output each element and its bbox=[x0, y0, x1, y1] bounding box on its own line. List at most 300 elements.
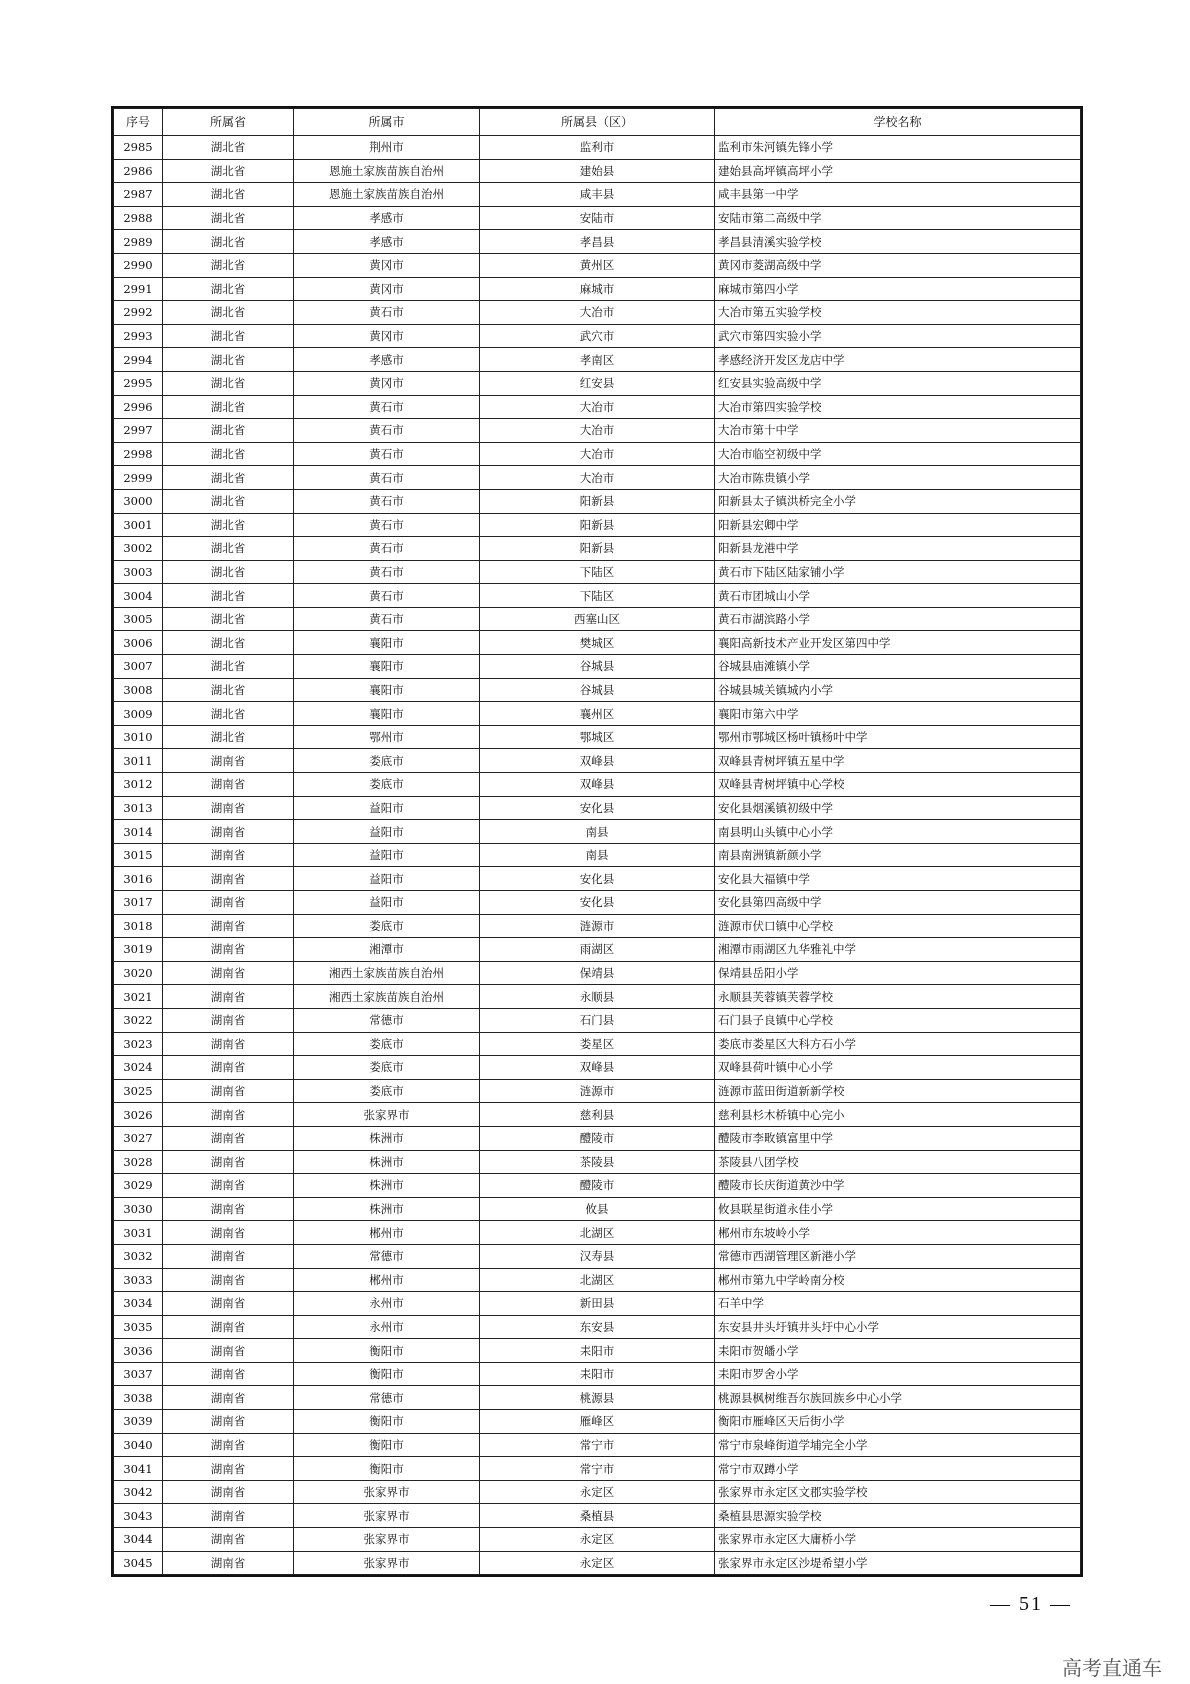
cell-province: 湖北省 bbox=[163, 159, 294, 183]
cell-school-name: 耒阳市贺皤小学 bbox=[715, 1339, 1081, 1363]
cell-province: 湖南省 bbox=[163, 820, 294, 844]
cell-county: 桃源县 bbox=[480, 1386, 715, 1410]
cell-province: 湖南省 bbox=[163, 1315, 294, 1339]
cell-province: 湖北省 bbox=[163, 607, 294, 631]
cell-city: 孝感市 bbox=[294, 348, 480, 372]
cell-school-name: 监利市朱河镇先锋小学 bbox=[715, 136, 1081, 160]
cell-index: 3043 bbox=[114, 1504, 163, 1528]
cell-school-name: 大冶市第四实验学校 bbox=[715, 395, 1081, 419]
cell-county: 雨湖区 bbox=[480, 938, 715, 962]
table-row bbox=[114, 277, 1081, 301]
cell-index: 3033 bbox=[114, 1268, 163, 1292]
header-school-name: 学校名称 bbox=[715, 109, 1081, 136]
cell-province: 湖南省 bbox=[163, 1457, 294, 1481]
cell-county: 武穴市 bbox=[480, 324, 715, 348]
cell-province: 湖南省 bbox=[163, 1197, 294, 1221]
table-row bbox=[114, 843, 1081, 867]
cell-county: 双峰县 bbox=[480, 773, 715, 797]
cell-index: 3024 bbox=[114, 1056, 163, 1080]
cell-county: 下陆区 bbox=[480, 584, 715, 608]
cell-index: 3002 bbox=[114, 537, 163, 561]
cell-province: 湖北省 bbox=[163, 584, 294, 608]
cell-city: 张家界市 bbox=[294, 1504, 480, 1528]
cell-province: 湖南省 bbox=[163, 1292, 294, 1316]
cell-province: 湖南省 bbox=[163, 1339, 294, 1363]
cell-city: 黄冈市 bbox=[294, 371, 480, 395]
table-row bbox=[114, 560, 1081, 584]
table-row bbox=[114, 1386, 1081, 1410]
cell-school-name: 茶陵县八团学校 bbox=[715, 1150, 1081, 1174]
cell-school-name: 永顺县芙蓉镇芙蓉学校 bbox=[715, 985, 1081, 1009]
cell-province: 湖南省 bbox=[163, 867, 294, 891]
cell-province: 湖北省 bbox=[163, 277, 294, 301]
table-row bbox=[114, 985, 1081, 1009]
cell-index: 3015 bbox=[114, 843, 163, 867]
table-row bbox=[114, 371, 1081, 395]
cell-index: 3012 bbox=[114, 773, 163, 797]
cell-index: 3020 bbox=[114, 961, 163, 985]
cell-index: 3016 bbox=[114, 867, 163, 891]
table-row bbox=[114, 1244, 1081, 1268]
cell-county: 汉寿县 bbox=[480, 1244, 715, 1268]
cell-school-name: 攸县联星街道永佳小学 bbox=[715, 1197, 1081, 1221]
cell-index: 3041 bbox=[114, 1457, 163, 1481]
cell-school-name: 阳新县宏卿中学 bbox=[715, 513, 1081, 537]
cell-index: 3030 bbox=[114, 1197, 163, 1221]
cell-school-name: 双峰县青树坪镇五星中学 bbox=[715, 749, 1081, 773]
cell-city: 黄冈市 bbox=[294, 253, 480, 277]
table-row bbox=[114, 324, 1081, 348]
table-row bbox=[114, 489, 1081, 513]
cell-province: 湖南省 bbox=[163, 1528, 294, 1552]
table-row bbox=[114, 537, 1081, 561]
cell-province: 湖北省 bbox=[163, 371, 294, 395]
cell-province: 湖北省 bbox=[163, 655, 294, 679]
cell-index: 3025 bbox=[114, 1079, 163, 1103]
cell-city: 株洲市 bbox=[294, 1126, 480, 1150]
cell-index: 3026 bbox=[114, 1103, 163, 1127]
table-row bbox=[114, 749, 1081, 773]
cell-province: 湖南省 bbox=[163, 1174, 294, 1198]
cell-county: 麻城市 bbox=[480, 277, 715, 301]
cell-index: 3005 bbox=[114, 607, 163, 631]
cell-county: 涟源市 bbox=[480, 1079, 715, 1103]
cell-school-name: 常宁市双蹲小学 bbox=[715, 1457, 1081, 1481]
cell-province: 湖北省 bbox=[163, 725, 294, 749]
table-row bbox=[114, 1079, 1081, 1103]
cell-school-name: 大冶市第五实验学校 bbox=[715, 301, 1081, 325]
cell-index: 3001 bbox=[114, 513, 163, 537]
cell-province: 湖南省 bbox=[163, 1244, 294, 1268]
cell-school-name: 安化县大福镇中学 bbox=[715, 867, 1081, 891]
cell-city: 衡阳市 bbox=[294, 1410, 480, 1434]
cell-province: 湖北省 bbox=[163, 513, 294, 537]
cell-province: 湖北省 bbox=[163, 537, 294, 561]
table-body bbox=[114, 136, 1081, 1575]
cell-index: 2998 bbox=[114, 442, 163, 466]
cell-school-name: 咸丰县第一中学 bbox=[715, 183, 1081, 207]
table-row bbox=[114, 1103, 1081, 1127]
table-row bbox=[114, 1008, 1081, 1032]
cell-province: 湖南省 bbox=[163, 1126, 294, 1150]
cell-county: 攸县 bbox=[480, 1197, 715, 1221]
cell-county: 咸丰县 bbox=[480, 183, 715, 207]
cell-city: 郴州市 bbox=[294, 1268, 480, 1292]
cell-city: 衡阳市 bbox=[294, 1362, 480, 1386]
cell-county: 北湖区 bbox=[480, 1268, 715, 1292]
cell-city: 黄冈市 bbox=[294, 324, 480, 348]
table-row bbox=[114, 230, 1081, 254]
cell-city: 株洲市 bbox=[294, 1150, 480, 1174]
table-row bbox=[114, 725, 1081, 749]
cell-city: 常德市 bbox=[294, 1244, 480, 1268]
cell-city: 常德市 bbox=[294, 1008, 480, 1032]
cell-county: 南县 bbox=[480, 820, 715, 844]
table-row bbox=[114, 136, 1081, 160]
table-row bbox=[114, 513, 1081, 537]
table-row bbox=[114, 1197, 1081, 1221]
cell-county: 茶陵县 bbox=[480, 1150, 715, 1174]
cell-index: 2991 bbox=[114, 277, 163, 301]
cell-county: 双峰县 bbox=[480, 749, 715, 773]
cell-index: 3037 bbox=[114, 1362, 163, 1386]
cell-county: 石门县 bbox=[480, 1008, 715, 1032]
cell-county: 黄州区 bbox=[480, 253, 715, 277]
cell-index: 3014 bbox=[114, 820, 163, 844]
cell-city: 湘潭市 bbox=[294, 938, 480, 962]
cell-province: 湖北省 bbox=[163, 301, 294, 325]
cell-city: 衡阳市 bbox=[294, 1457, 480, 1481]
table-row bbox=[114, 867, 1081, 891]
cell-city: 恩施土家族苗族自治州 bbox=[294, 159, 480, 183]
cell-school-name: 黄石市下陆区陆家铺小学 bbox=[715, 560, 1081, 584]
cell-school-name: 建始县高坪镇高坪小学 bbox=[715, 159, 1081, 183]
cell-index: 3040 bbox=[114, 1433, 163, 1457]
cell-index: 3038 bbox=[114, 1386, 163, 1410]
cell-city: 娄底市 bbox=[294, 773, 480, 797]
cell-school-name: 涟源市蓝田街道新新学校 bbox=[715, 1079, 1081, 1103]
cell-school-name: 张家界市永定区沙堤希望小学 bbox=[715, 1551, 1081, 1575]
cell-index: 3022 bbox=[114, 1008, 163, 1032]
cell-county: 东安县 bbox=[480, 1315, 715, 1339]
table-row bbox=[114, 1315, 1081, 1339]
cell-city: 黄石市 bbox=[294, 537, 480, 561]
table-row bbox=[114, 914, 1081, 938]
table-row bbox=[114, 419, 1081, 443]
cell-city: 孝感市 bbox=[294, 206, 480, 230]
cell-city: 郴州市 bbox=[294, 1221, 480, 1245]
cell-city: 张家界市 bbox=[294, 1480, 480, 1504]
cell-province: 湖北省 bbox=[163, 253, 294, 277]
cell-city: 益阳市 bbox=[294, 820, 480, 844]
header-city: 所属市 bbox=[294, 109, 480, 136]
cell-county: 雁峰区 bbox=[480, 1410, 715, 1434]
table-row bbox=[114, 1480, 1081, 1504]
table-row bbox=[114, 1292, 1081, 1316]
cell-province: 湖北省 bbox=[163, 136, 294, 160]
cell-county: 谷城县 bbox=[480, 655, 715, 679]
table-row bbox=[114, 1032, 1081, 1056]
cell-province: 湖南省 bbox=[163, 1386, 294, 1410]
table-row bbox=[114, 584, 1081, 608]
table-row bbox=[114, 702, 1081, 726]
cell-province: 湖北省 bbox=[163, 206, 294, 230]
cell-school-name: 安化县第四高级中学 bbox=[715, 891, 1081, 915]
cell-county: 耒阳市 bbox=[480, 1362, 715, 1386]
cell-index: 3032 bbox=[114, 1244, 163, 1268]
cell-school-name: 东安县井头圩镇井头圩中心小学 bbox=[715, 1315, 1081, 1339]
cell-city: 衡阳市 bbox=[294, 1433, 480, 1457]
cell-school-name: 石羊中学 bbox=[715, 1292, 1081, 1316]
cell-index: 2993 bbox=[114, 324, 163, 348]
cell-school-name: 衡阳市雁峰区天后街小学 bbox=[715, 1410, 1081, 1434]
cell-county: 桑植县 bbox=[480, 1504, 715, 1528]
cell-index: 3007 bbox=[114, 655, 163, 679]
cell-index: 2987 bbox=[114, 183, 163, 207]
cell-province: 湖北省 bbox=[163, 466, 294, 490]
cell-province: 湖南省 bbox=[163, 1150, 294, 1174]
cell-county: 樊城区 bbox=[480, 631, 715, 655]
cell-index: 3034 bbox=[114, 1292, 163, 1316]
cell-city: 娄底市 bbox=[294, 1056, 480, 1080]
cell-school-name: 双峰县荷叶镇中心小学 bbox=[715, 1056, 1081, 1080]
cell-province: 湖北省 bbox=[163, 230, 294, 254]
table-row bbox=[114, 773, 1081, 797]
cell-city: 黄石市 bbox=[294, 607, 480, 631]
cell-school-name: 醴陵市长庆街道黄沙中学 bbox=[715, 1174, 1081, 1198]
cell-city: 益阳市 bbox=[294, 867, 480, 891]
header-row bbox=[114, 109, 1081, 136]
cell-index: 3000 bbox=[114, 489, 163, 513]
cell-county: 南县 bbox=[480, 843, 715, 867]
cell-province: 湖南省 bbox=[163, 1504, 294, 1528]
table-row bbox=[114, 1433, 1081, 1457]
table-row bbox=[114, 1150, 1081, 1174]
cell-index: 3017 bbox=[114, 891, 163, 915]
cell-index: 3039 bbox=[114, 1410, 163, 1434]
cell-county: 孝南区 bbox=[480, 348, 715, 372]
cell-city: 孝感市 bbox=[294, 230, 480, 254]
cell-county: 阳新县 bbox=[480, 537, 715, 561]
cell-school-name: 郴州市东坡岭小学 bbox=[715, 1221, 1081, 1245]
cell-index: 3006 bbox=[114, 631, 163, 655]
cell-city: 黄石市 bbox=[294, 466, 480, 490]
table-row bbox=[114, 395, 1081, 419]
cell-county: 永定区 bbox=[480, 1528, 715, 1552]
table-row bbox=[114, 1056, 1081, 1080]
cell-index: 3021 bbox=[114, 985, 163, 1009]
cell-county: 监利市 bbox=[480, 136, 715, 160]
cell-school-name: 安陆市第二高级中学 bbox=[715, 206, 1081, 230]
table-row bbox=[114, 631, 1081, 655]
cell-city: 株洲市 bbox=[294, 1197, 480, 1221]
cell-index: 3029 bbox=[114, 1174, 163, 1198]
cell-province: 湖北省 bbox=[163, 702, 294, 726]
table-row bbox=[114, 1221, 1081, 1245]
cell-index: 3044 bbox=[114, 1528, 163, 1552]
cell-school-name: 麻城市第四小学 bbox=[715, 277, 1081, 301]
cell-province: 湖南省 bbox=[163, 1103, 294, 1127]
table-row bbox=[114, 1126, 1081, 1150]
cell-index: 3010 bbox=[114, 725, 163, 749]
cell-city: 益阳市 bbox=[294, 796, 480, 820]
cell-school-name: 黄石市团城山小学 bbox=[715, 584, 1081, 608]
cell-city: 襄阳市 bbox=[294, 631, 480, 655]
table-row bbox=[114, 1551, 1081, 1575]
table-row bbox=[114, 183, 1081, 207]
cell-county: 娄星区 bbox=[480, 1032, 715, 1056]
cell-province: 湖南省 bbox=[163, 1433, 294, 1457]
cell-index: 3009 bbox=[114, 702, 163, 726]
cell-school-name: 耒阳市罗舍小学 bbox=[715, 1362, 1081, 1386]
cell-school-name: 郴州市第九中学岭南分校 bbox=[715, 1268, 1081, 1292]
cell-province: 湖南省 bbox=[163, 749, 294, 773]
cell-index: 3031 bbox=[114, 1221, 163, 1245]
cell-city: 永州市 bbox=[294, 1292, 480, 1316]
cell-city: 株洲市 bbox=[294, 1174, 480, 1198]
cell-index: 3045 bbox=[114, 1551, 163, 1575]
cell-province: 湖南省 bbox=[163, 891, 294, 915]
cell-province: 湖北省 bbox=[163, 395, 294, 419]
cell-school-name: 黄石市湖滨路小学 bbox=[715, 607, 1081, 631]
cell-index: 3004 bbox=[114, 584, 163, 608]
cell-county: 孝昌县 bbox=[480, 230, 715, 254]
cell-index: 2990 bbox=[114, 253, 163, 277]
cell-school-name: 襄阳高新技术产业开发区第四中学 bbox=[715, 631, 1081, 655]
cell-province: 湖南省 bbox=[163, 1410, 294, 1434]
cell-city: 襄阳市 bbox=[294, 678, 480, 702]
cell-school-name: 张家界市永定区大庸桥小学 bbox=[715, 1528, 1081, 1552]
cell-index: 3018 bbox=[114, 914, 163, 938]
table-row bbox=[114, 1528, 1081, 1552]
cell-county: 常宁市 bbox=[480, 1457, 715, 1481]
cell-school-name: 襄阳市第六中学 bbox=[715, 702, 1081, 726]
cell-province: 湖南省 bbox=[163, 1551, 294, 1575]
cell-province: 湖北省 bbox=[163, 324, 294, 348]
table-row bbox=[114, 206, 1081, 230]
cell-index: 2995 bbox=[114, 371, 163, 395]
cell-province: 湖南省 bbox=[163, 914, 294, 938]
cell-school-name: 涟源市伏口镇中心学校 bbox=[715, 914, 1081, 938]
cell-province: 湖北省 bbox=[163, 678, 294, 702]
cell-county: 耒阳市 bbox=[480, 1339, 715, 1363]
cell-county: 永顺县 bbox=[480, 985, 715, 1009]
cell-school-name: 阳新县龙港中学 bbox=[715, 537, 1081, 561]
cell-school-name: 娄底市娄星区大科方石小学 bbox=[715, 1032, 1081, 1056]
cell-school-name: 孝昌县清溪实验学校 bbox=[715, 230, 1081, 254]
cell-province: 湖南省 bbox=[163, 1362, 294, 1386]
table-header bbox=[114, 109, 1081, 136]
page-number: — 51 — bbox=[990, 1593, 1072, 1615]
cell-school-name: 大冶市陈贵镇小学 bbox=[715, 466, 1081, 490]
cell-city: 张家界市 bbox=[294, 1551, 480, 1575]
cell-school-name: 石门县子良镇中心学校 bbox=[715, 1008, 1081, 1032]
cell-province: 湖北省 bbox=[163, 489, 294, 513]
cell-province: 湖南省 bbox=[163, 1480, 294, 1504]
cell-county: 安陆市 bbox=[480, 206, 715, 230]
cell-city: 鄂州市 bbox=[294, 725, 480, 749]
cell-county: 北湖区 bbox=[480, 1221, 715, 1245]
cell-index: 2994 bbox=[114, 348, 163, 372]
cell-city: 张家界市 bbox=[294, 1528, 480, 1552]
cell-school-name: 谷城县城关镇城内小学 bbox=[715, 678, 1081, 702]
cell-index: 2992 bbox=[114, 301, 163, 325]
cell-index: 3013 bbox=[114, 796, 163, 820]
cell-index: 2996 bbox=[114, 395, 163, 419]
cell-county: 永定区 bbox=[480, 1480, 715, 1504]
watermark-text: 高考直通车 bbox=[1062, 1656, 1162, 1680]
cell-city: 黄石市 bbox=[294, 395, 480, 419]
cell-county: 红安县 bbox=[480, 371, 715, 395]
cell-city: 益阳市 bbox=[294, 891, 480, 915]
cell-city: 黄冈市 bbox=[294, 277, 480, 301]
cell-index: 3023 bbox=[114, 1032, 163, 1056]
cell-city: 永州市 bbox=[294, 1315, 480, 1339]
cell-county: 醴陵市 bbox=[480, 1174, 715, 1198]
cell-index: 3003 bbox=[114, 560, 163, 584]
cell-school-name: 谷城县庙滩镇小学 bbox=[715, 655, 1081, 679]
cell-province: 湖南省 bbox=[163, 773, 294, 797]
school-list-table-container bbox=[111, 106, 1083, 1577]
cell-index: 2985 bbox=[114, 136, 163, 160]
cell-school-name: 安化县烟溪镇初级中学 bbox=[715, 796, 1081, 820]
cell-province: 湖北省 bbox=[163, 348, 294, 372]
cell-province: 湖北省 bbox=[163, 183, 294, 207]
cell-city: 恩施土家族苗族自治州 bbox=[294, 183, 480, 207]
cell-province: 湖北省 bbox=[163, 560, 294, 584]
cell-school-name: 大冶市临空初级中学 bbox=[715, 442, 1081, 466]
table-row bbox=[114, 466, 1081, 490]
table-row bbox=[114, 1362, 1081, 1386]
cell-school-name: 大冶市第十中学 bbox=[715, 419, 1081, 443]
cell-city: 衡阳市 bbox=[294, 1339, 480, 1363]
cell-city: 黄石市 bbox=[294, 513, 480, 537]
cell-school-name: 常宁市泉峰街道学埔完全小学 bbox=[715, 1433, 1081, 1457]
cell-city: 湘西土家族苗族自治州 bbox=[294, 961, 480, 985]
cell-province: 湖南省 bbox=[163, 1056, 294, 1080]
table-row bbox=[114, 1268, 1081, 1292]
table-row bbox=[114, 796, 1081, 820]
cell-school-name: 黄冈市菱湖高级中学 bbox=[715, 253, 1081, 277]
cell-province: 湖北省 bbox=[163, 419, 294, 443]
cell-county: 安化县 bbox=[480, 867, 715, 891]
table-row bbox=[114, 442, 1081, 466]
cell-county: 阳新县 bbox=[480, 513, 715, 537]
cell-county: 下陆区 bbox=[480, 560, 715, 584]
cell-city: 黄石市 bbox=[294, 560, 480, 584]
table-row bbox=[114, 891, 1081, 915]
cell-province: 湖南省 bbox=[163, 843, 294, 867]
cell-index: 3036 bbox=[114, 1339, 163, 1363]
cell-school-name: 孝感经济开发区龙店中学 bbox=[715, 348, 1081, 372]
cell-school-name: 双峰县青树坪镇中心学校 bbox=[715, 773, 1081, 797]
cell-county: 涟源市 bbox=[480, 914, 715, 938]
cell-county: 大冶市 bbox=[480, 395, 715, 419]
cell-school-name: 慈利县杉木桥镇中心完小 bbox=[715, 1103, 1081, 1127]
cell-province: 湖南省 bbox=[163, 796, 294, 820]
cell-county: 大冶市 bbox=[480, 442, 715, 466]
cell-county: 保靖县 bbox=[480, 961, 715, 985]
cell-index: 2988 bbox=[114, 206, 163, 230]
cell-county: 大冶市 bbox=[480, 466, 715, 490]
table-row bbox=[114, 938, 1081, 962]
cell-city: 娄底市 bbox=[294, 1079, 480, 1103]
school-list-table bbox=[113, 108, 1081, 1575]
cell-province: 湖南省 bbox=[163, 1221, 294, 1245]
cell-city: 襄阳市 bbox=[294, 655, 480, 679]
cell-county: 新田县 bbox=[480, 1292, 715, 1316]
cell-school-name: 保靖县岳阳小学 bbox=[715, 961, 1081, 985]
